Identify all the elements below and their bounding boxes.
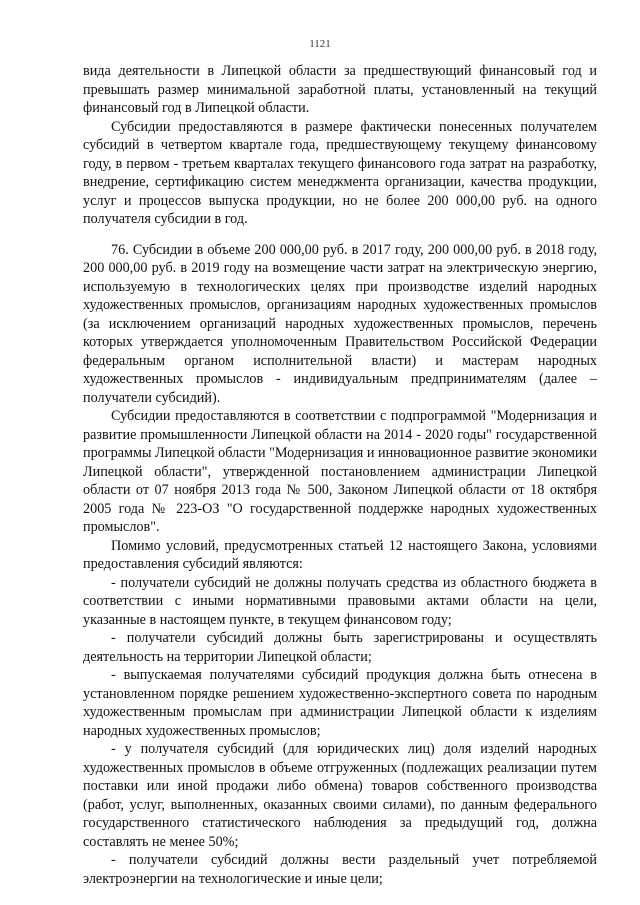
list-item-condition-2: - получатели субсидий должны быть зарегистрированы и осуществлять деятельность на территории Липецкой области; [83, 630, 597, 665]
list-item-condition-5: - получатели субсидий должны вести раздельный учет потребляемой электроэнергии на технологические и иные цели; [83, 852, 597, 887]
list-item-condition-3: - выпускаемая получателями субсидий продукция должна быть отнесена в установленном порядке решением художественно-экспертного совета по народным художественным промыслам при администрации Липецкой области к изделиям народных художественных промыслов; [83, 667, 597, 739]
paragraph-subsidy-basis: Субсидии предоставляются в соответствии с подпрограммой "Модернизация и развитие промышленности Липецкой области на 2014 - 2020 годы" государственной программы Липецкой области "Модернизация и инновационное развитие экономики Липецкой области", утвержденной постановлением администрации Липецкой области от 07 ноября 2013 года № 500, Законом Липецкой области от 18 октября 2005 года № 223-ОЗ "О государственной поддержке народных художественных промыслов". [83, 408, 597, 535]
document-body [83, 62, 597, 888]
paragraph-item-76: 76. Субсидии в объеме 200 000,00 руб. в 2017 году, 200 000,00 руб. в 2018 году, 200 000,00 руб. в 2019 году на возмещение части затрат на электрическую энергию, используемую в технологических целях при производстве изделий народных художественных промыслов, организациям народных художественных промыслов (за исключением организаций народных художественных промыслов, перечень которых утверждается уполномоченным Правительством Российской Федерации федеральным органом исполнительной власти) и мастерам народных художественных промыслов - индивидуальным предпринимателям (далее – получатели субсидий). [83, 241, 597, 406]
paragraph-continuation: вида деятельности в Липецкой области за предшествующий финансовый год и превышать размер минимальной заработной платы, установленный на текущий финансовый год в Липецкой области. [83, 63, 597, 116]
paragraph-conditions-intro: Помимо условий, предусмотренных статьей 12 настоящего Закона, условиями предоставления субсидий являются: [83, 537, 597, 572]
list-item-condition-1: - получатели субсидий не должны получать средства из областного бюджета в соответствии с иными нормативными правовыми актами области на цели, указанные в настоящем пункте, в текущем финансовом году; [83, 574, 597, 628]
paragraph-subsidy-amount: Субсидии предоставляются в размере фактически понесенных получателем субсидий в четвертом квартале года, предшествующему текущему финансовому году, в первом - третьем кварталах текущего финансового года затрат на разработку, внедрение, сертификацию систем менеджмента организации, качества продукции, услуг и процессов выпуска продукции, но не более 200 000,00 руб. на одного получателя субсидии в год. [83, 118, 597, 227]
list-item-condition-4: - у получателя субсидий (для юридических лиц) доля изделий народных художественных промыслов в объеме отгруженных (подлежащих реализации путем поставки или иной продажи либо обмена) товаров собственного производства (работ, услуг, выполненных, оказанных своими силами), по данным федерального государственного статистического наблюдения за предыдущий год, должна составлять не менее 50%; [83, 741, 597, 850]
page-number: 1121 [309, 38, 331, 50]
